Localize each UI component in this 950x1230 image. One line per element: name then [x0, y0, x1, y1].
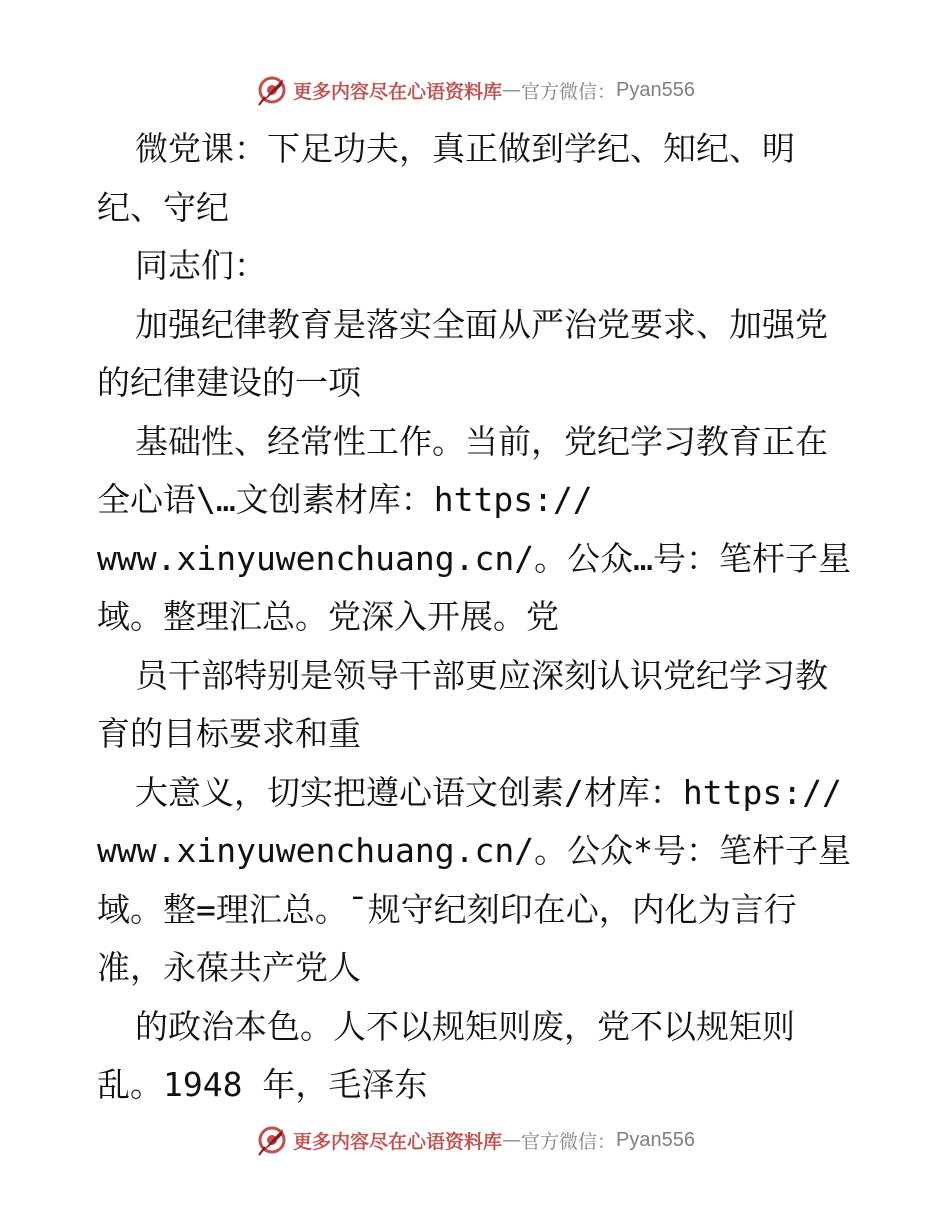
- footer-banner: [0, 1120, 950, 1160]
- banner-wechat-label: 官方微信：: [521, 80, 617, 103]
- text-line: 的纪律建设的一项: [97, 363, 361, 402]
- text-line: 员干部特别是领导干部更应深刻认识党纪学习教: [135, 655, 828, 695]
- header-banner: [0, 70, 950, 110]
- text-line: 准，永葆共产党人: [97, 948, 361, 987]
- text-line: 纪、守纪: [97, 187, 229, 227]
- banner-wechat-id: Pyan556: [616, 78, 695, 101]
- banner-dash: —: [502, 1129, 522, 1151]
- text-line: 微党课：下足功夫，真正做到学纪、知纪、明: [135, 129, 795, 168]
- body-text: [97, 120, 857, 1115]
- text-line: 乱。1948 年，毛泽东: [97, 1065, 428, 1104]
- text-line: www.xinyuwenchuang.cn/。公众…号：笔杆子星: [97, 538, 851, 578]
- text-line: 加强纪律教育是落实全面从严治党要求、加强党: [135, 304, 828, 344]
- banner-red-text: 更多内容尽在心语资料库: [293, 1130, 503, 1153]
- text-line: 基础性、经常性工作。当前，党纪学习教育正在: [135, 421, 828, 461]
- text-line: 全心语\…文创素材库：https://: [97, 480, 593, 519]
- text-line: 育的目标要求和重: [97, 714, 361, 753]
- banner-red-text: 更多内容尽在心语资料库: [293, 80, 503, 103]
- text-line: 大意义，切实把遵心语文创素/材库：https://: [135, 772, 842, 812]
- quill-logo-icon: [255, 1123, 289, 1157]
- text-line: 的政治本色。人不以规矩则废，党不以规矩则: [135, 1006, 795, 1046]
- banner-wechat-id: Pyan556: [616, 1128, 695, 1151]
- text-line: 域。整=理汇总。¯规守纪刻印在心，内化为言行: [97, 889, 797, 929]
- text-line: www.xinyuwenchuang.cn/。公众*号：笔杆子星: [97, 831, 851, 870]
- banner-wechat-label: 官方微信：: [521, 1130, 617, 1153]
- text-line: 域。整理汇总。党深入开展。党: [97, 597, 559, 636]
- banner-dash: —: [502, 79, 522, 101]
- text-line: 同志们：: [135, 246, 267, 285]
- quill-logo-icon: [255, 73, 289, 107]
